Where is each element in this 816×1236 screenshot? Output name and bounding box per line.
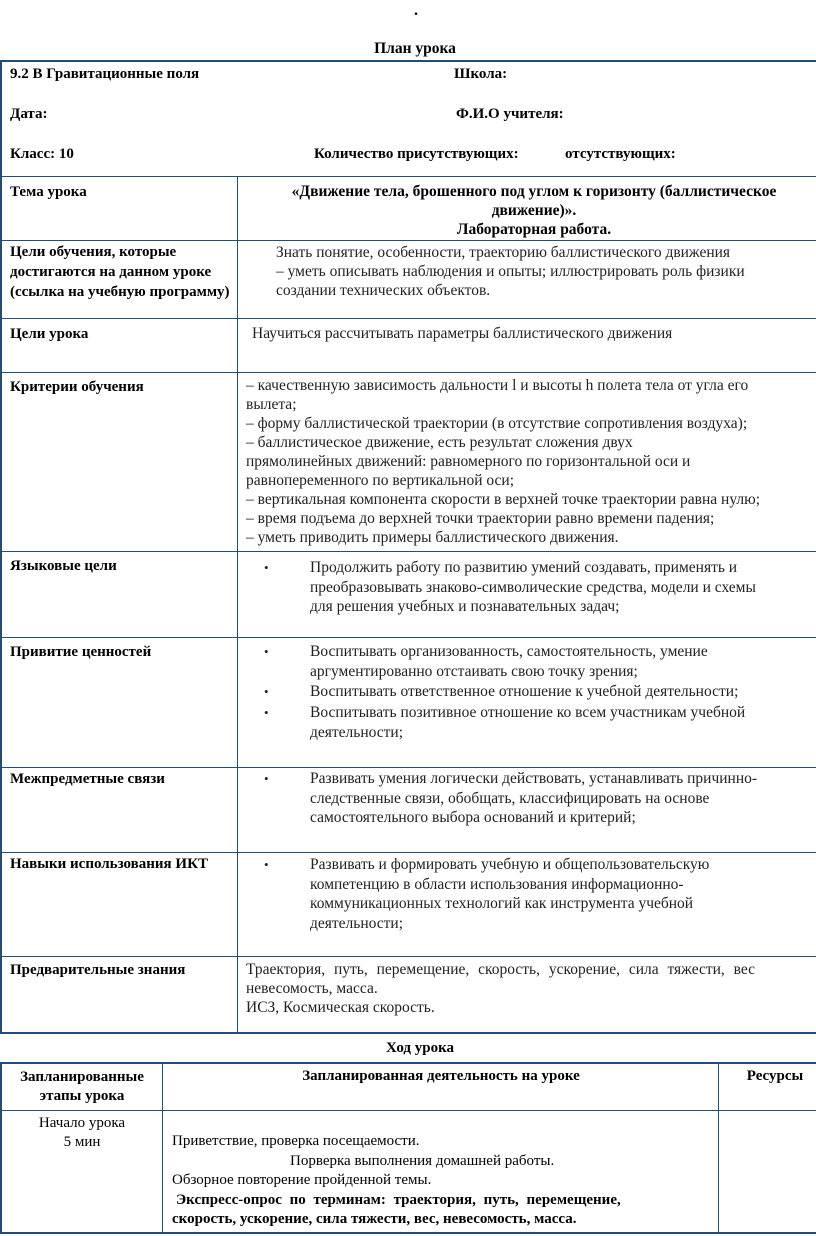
objectives-line: – уметь описывать наблюдения и опыты; иллюстрировать роль физики — [276, 263, 745, 280]
criteria-line: – вертикальная компонента скорости в верхней точке траектории равна нулю; — [246, 491, 761, 508]
school-label: Школа: — [454, 66, 508, 82]
criteria-line: – форму баллистической траектории (в отсутствие сопротивления воздуха); — [246, 415, 748, 432]
values-label: Привитие ценностей — [10, 644, 152, 660]
activity-line: Порверка выполнения домашней работы. — [290, 1152, 555, 1169]
cross-subject-label: Межпредметные связи — [10, 771, 165, 787]
bullet-icon: • — [264, 705, 269, 720]
page-title: План урока — [374, 40, 456, 57]
language-goals-label: Языковые цели — [10, 558, 117, 574]
bullet-line: Воспитывать позитивное отношение ко всем участникам учебной — [310, 704, 746, 721]
column-divider — [237, 176, 238, 1034]
bullet-line: преобразовывать знаково-символические средства, модели и схемы — [310, 578, 756, 596]
topic-line: Лабораторная работа. — [456, 221, 612, 238]
topic-text — [239, 182, 816, 239]
lesson-goals-label: Цели урока — [10, 326, 89, 342]
bullet-line: Воспитывать организованность, самостоятельность, умение — [310, 643, 708, 660]
activity-cell — [172, 1132, 712, 1230]
absent-label: отсутствующих: — [565, 146, 676, 162]
criteria-line: вылета; — [246, 396, 297, 413]
bullet-line: деятельности; — [310, 723, 404, 741]
criteria-line: – баллистическое движение, есть результат сложения двух — [246, 434, 633, 451]
bullet-line: коммуникационных технологий как инструмента учебной — [310, 895, 694, 912]
col-stages-header: Запланированные этапы урока — [20, 1069, 144, 1104]
prior-line: невесомость, масса. — [246, 980, 378, 997]
lesson-goals-text: Научиться рассчитывать параметры баллистического движения — [252, 325, 673, 342]
date-label: Дата: — [10, 106, 48, 122]
bullet-line: Развивать умения логически действовать, устанавливать причинно- — [310, 770, 758, 787]
objectives-line: Знать понятие, особенности, траекторию баллистического движения — [276, 244, 731, 261]
lesson-plan-table — [0, 60, 816, 1034]
row-divider — [2, 176, 816, 177]
activity-line: Приветствие, проверка посещаемости. — [172, 1133, 420, 1149]
teacher-label: Ф.И.О учителя: — [456, 106, 564, 122]
column-divider — [162, 1064, 163, 1234]
prior-knowledge-text — [246, 960, 816, 1017]
bullet-icon: • — [264, 684, 269, 699]
column-divider — [718, 1064, 719, 1234]
row-divider — [2, 852, 816, 853]
bullet-line: Развивать и формировать учебную и общепользовательскую — [310, 856, 710, 873]
activity-line: Обзорное повторение пройденной темы. — [172, 1172, 432, 1188]
bullet-icon: • — [264, 857, 269, 872]
stage-name: Начало урока — [38, 1115, 126, 1131]
row-divider — [2, 551, 816, 552]
col-resources-header: Ресурсы — [746, 1068, 804, 1084]
prior-knowledge-label: Предварительные знания — [10, 962, 186, 978]
activity-line: скорость, ускорение, сила тяжести, вес, невесомость, масса. — [172, 1211, 577, 1227]
objectives-text — [276, 243, 816, 300]
criteria-label: Критерии обучения — [10, 379, 144, 395]
row-divider — [2, 372, 816, 373]
topic-label: Тема урока — [10, 184, 87, 200]
col-activity-header: Запланированная деятельность на уроке — [302, 1068, 580, 1084]
criteria-line: – время подъема до верхней точки траектории равно времени падения; — [246, 510, 715, 527]
bullet-line: самостоятельного выбора оснований и критерий; — [310, 809, 636, 826]
prior-line: ИСЗ, Космическая скорость. — [246, 999, 435, 1016]
prior-line: Траектория, путь, перемещение, скорость, ускорение, сила тяжести, вес — [246, 961, 756, 978]
stage-time: 5 мин — [63, 1134, 101, 1150]
criteria-line: равнопеременного по вертикальной оси; — [246, 472, 515, 489]
topic-line: «Движение тела, брошенного под углом к горизонту (баллистическое — [291, 183, 777, 200]
row-divider — [2, 637, 816, 638]
row-divider — [2, 240, 816, 241]
topic-line: движение)». — [491, 202, 577, 219]
objectives-line: создании технических объектов. — [276, 282, 491, 299]
bullet-icon: • — [264, 644, 269, 659]
bullet-line: аргументированно отстаивать свою точку зрения; — [310, 662, 638, 680]
ict-label: Навыки использования ИКТ — [10, 856, 208, 872]
bullet-line: компетенцию в области использования информационно- — [310, 875, 684, 893]
class-label: Класс: 10 — [10, 146, 74, 162]
top-mark: . — [414, 2, 418, 19]
row-divider — [2, 767, 816, 768]
criteria-line: прямолинейных движений: равномерного по горизонтальной оси и — [246, 453, 691, 470]
row-divider — [2, 318, 816, 319]
bullet-line: Продолжить работу по развитию умений создавать, применять и — [310, 559, 738, 576]
criteria-text — [246, 376, 816, 547]
section-title: 9.2 В Гравитационные поля — [10, 66, 200, 82]
progress-title: Ход урока — [385, 1040, 455, 1056]
bullet-line: деятельности; — [310, 914, 404, 932]
criteria-line: – уметь приводить примеры баллистического движения. — [246, 529, 619, 546]
lesson-progress-table — [0, 1062, 816, 1234]
stage-cell — [4, 1114, 160, 1152]
row-divider — [2, 956, 816, 957]
bullet-line: Воспитывать ответственное отношение к учебной деятельности; — [310, 683, 739, 700]
criteria-line: – качественную зависимость дальности l и высоты h полета тела от угла его — [246, 377, 749, 394]
bullet-line: следственные связи, обобщать, классифицировать на основе — [310, 789, 710, 807]
activity-line: Экспресс-опрос по терминам: траектория, путь, перемещение, — [176, 1191, 621, 1208]
present-label: Количество присутствующих: — [314, 146, 519, 162]
bullet-icon: • — [264, 771, 269, 786]
objectives-label: Цели обучения, которые достигаются на данном уроке (ссылка на учебную программу) — [10, 244, 230, 300]
bullet-icon: • — [264, 560, 269, 575]
bullet-line: для решения учебных и познавательных задач; — [310, 598, 620, 615]
row-divider — [2, 1110, 816, 1111]
